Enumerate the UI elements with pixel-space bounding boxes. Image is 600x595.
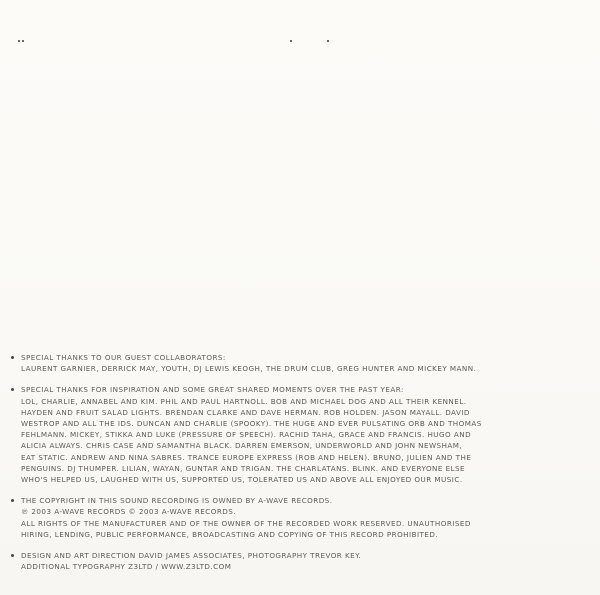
section-heading: SPECIAL THANKS FOR INSPIRATION AND SOME GREAT SHARED MOMENTS OVER THE PAST YEAR: [21,385,404,395]
text-line: ALICIA ALWAYS. CHRIS CASE AND SAMANTHA BLACK. DARREN EMERSON, UNDERWORLD AND JOHN NEWSHAM, [21,441,463,451]
bullet-icon [11,388,14,391]
text-line: LOL, CHARLIE, ANNABEL AND KIM. PHIL AND PAUL HARTNOLL. BOB AND MICHAEL DOG AND ALL THEIR KENNEL. [21,396,467,406]
text-line: WESTROP AND ALL THE IDS. DUNCAN AND CHARLIE (SPOOKY). THE HUGE AND EVER PULSATING ORB AND THOMAS [21,419,482,429]
guest-collaborators-section [11,352,596,374]
decorative-dot [22,40,24,42]
text-line: ALL RIGHTS OF THE MANUFACTURER AND OF THE OWNER OF THE RECORDED WORK RESERVED. UNAUTHORISED [21,518,471,528]
section-heading: DESIGN AND ART DIRECTION DAVID JAMES ASSOCIATES, PHOTOGRAPHY TREVOR KEY. [21,551,362,561]
inspiration-thanks-section [11,384,596,485]
decorative-dot [327,40,329,42]
text-line: PENGUINS. DJ THUMPER. LILIAN, WAYAN, GUNTAR AND TRIGAN. THE CHARLATANS. BLINK. AND EVERYONE ELSE [21,463,466,473]
design-credits-section [11,550,596,572]
decorative-dot [18,40,20,42]
text-line: HIRING, LENDING, PUBLIC PERFORMANCE, BROADCASTING AND COPYING OF THIS RECORD PROHIBITED. [21,529,439,539]
text-line: LAURENT GARNIER, DERRICK MAY, YOUTH, DJ LEWIS KEOGH, THE DRUM CLUB, GREG HUNTER AND MICKEY MANN. [21,364,477,374]
bullet-icon [11,356,14,359]
text-line: WHO'S HELPED US, LAUGHED WITH US, SUPPORTED US, TOLERATED US AND ABOVE ALL ENJOYED OUR MUSIC. [21,475,463,485]
text-line: ℗ 2003 A-WAVE RECORDS © 2003 A-WAVE RECORDS. [21,507,237,517]
credits-block [11,352,596,582]
section-heading: THE COPYRIGHT IN THIS SOUND RECORDING IS OWNED BY A-WAVE RECORDS. [21,496,333,506]
text-line: HAYDEN AND FRUIT SALAD LIGHTS. BRENDAN CLARKE AND DAVE HERMAN. ROB HOLDEN. JASON MAYALL. DAVID [21,407,470,417]
text-line: ADDITIONAL TYPOGRAPHY Z3LTD / WWW.Z3LTD.COM [21,562,232,572]
decorative-dot [290,40,292,42]
text-line: FEHLMANN. MICKEY, STIKKA AND LUKE (PRESSURE OF SPEECH). RACHID TAHA, GRACE AND FRANCIS. HUGO AND [21,430,472,440]
bullet-icon [11,554,14,557]
section-heading: SPECIAL THANKS TO OUR GUEST COLLABORATORS: [21,353,226,362]
bullet-icon [11,499,14,502]
copyright-section [11,495,596,540]
text-line: EAT STATIC. ANDREW AND NINA SABRES. TRANCE EUROPE EXPRESS (ROB AND HELEN). BRUNO, JULIEN AND THE [21,452,472,462]
